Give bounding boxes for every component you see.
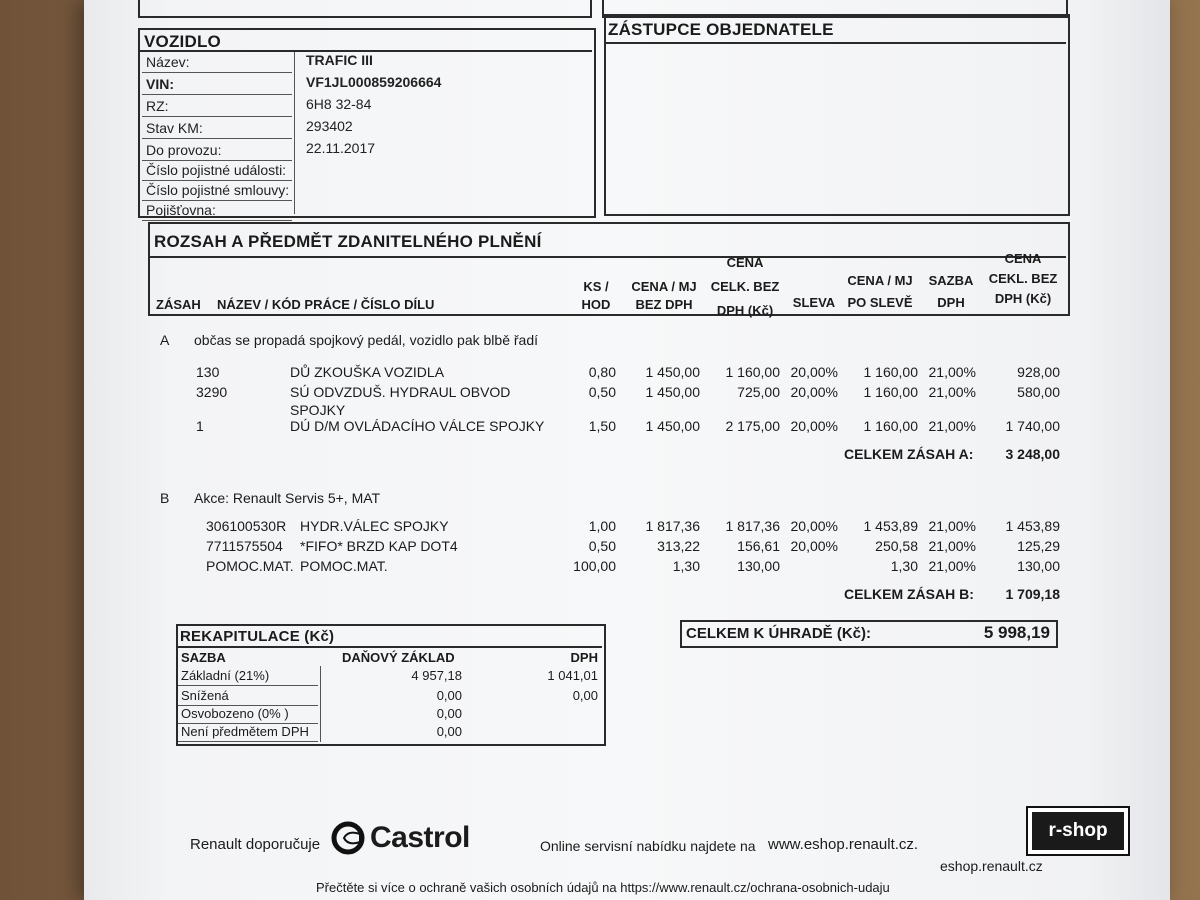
- total-due-value: 5 998,19: [983, 623, 1050, 642]
- col-header-vat-rate: SAZBA DPH: [928, 273, 974, 310]
- vehicle-row-rule: [142, 138, 292, 139]
- col-header-total: CENA CEKL. BEZ DPH (Kč): [988, 251, 1058, 306]
- item-price-after-discount: 1 160,00: [863, 418, 918, 434]
- col-header-total-no-vat: CENA CELK. BEZ DPH (Kč): [710, 255, 780, 318]
- item-total: 130,00: [1017, 558, 1060, 574]
- item-total-no-vat: 156,61: [737, 538, 780, 554]
- col-header-unit-price: CENA / MJ BEZ DPH: [631, 279, 697, 312]
- col-header-price-after: CENA / MJ PO SLEVĚ: [847, 273, 913, 310]
- item-vat-rate: 21,00%: [928, 364, 976, 380]
- representative-title-divider: [606, 42, 1066, 44]
- vehicle-label: Název:: [146, 54, 190, 70]
- recap-row-rule: [178, 685, 318, 686]
- item-vat-rate: 21,00%: [928, 384, 976, 400]
- section-code: A: [160, 332, 170, 348]
- recap-vat-value: 1 041,01: [547, 668, 598, 683]
- item-total-no-vat: 1 817,36: [725, 518, 780, 534]
- representative-title: ZÁSTUPCE OBJEDNATELE: [608, 20, 834, 39]
- item-qty: 1,50: [588, 418, 616, 434]
- item-unit-price: 1 450,00: [645, 418, 700, 434]
- item-price-after-discount: 1 160,00: [863, 364, 918, 380]
- item-name: POMOC.MAT.: [300, 558, 388, 574]
- item-discount: 20,00%: [790, 418, 838, 434]
- item-total: 928,00: [1017, 364, 1060, 380]
- castrol-icon: [330, 820, 368, 856]
- vehicle-title: VOZIDLO: [144, 32, 221, 51]
- item-vat-rate: 21,00%: [928, 418, 976, 434]
- section-subtotal-value: 1 709,18: [1005, 586, 1060, 602]
- recap-title: REKAPITULACE (Kč): [180, 628, 335, 645]
- vehicle-row-rule: [142, 180, 292, 181]
- item-code: 1: [196, 418, 204, 434]
- item-name: DŮ ZKOUŠKA VOZIDLA: [290, 364, 445, 380]
- scope-title: ROZSAH A PŘEDMĚT ZDANITELNÉHO PLNĚNÍ: [154, 232, 542, 251]
- total-due-label: CELKEM K ÚHRADĚ (Kč):: [686, 625, 871, 642]
- item-price-after-discount: 1 453,89: [863, 518, 918, 534]
- recap-header-base: DAŇOVÝ ZÁKLAD: [342, 650, 455, 665]
- section-code: B: [160, 490, 170, 506]
- item-code: POMOC.MAT.: [206, 558, 294, 574]
- top-left-box-remnant: [138, 0, 592, 18]
- recap-rate-label: Snížená: [181, 688, 229, 703]
- vehicle-value: TRAFIC III: [306, 52, 373, 68]
- vehicle-row-rule: [142, 72, 292, 73]
- footer-recommend: Renault doporučuje: [190, 836, 321, 853]
- item-name: SÚ ODVZDUŠ. HYDRAUL OBVOD: [290, 384, 511, 400]
- item-discount: 20,00%: [790, 518, 838, 534]
- section-subtotal-value: 3 248,00: [1005, 446, 1060, 462]
- item-discount: 20,00%: [790, 538, 838, 554]
- col-header-name: NÁZEV / KÓD PRÁCE / ČÍSLO DÍLU: [217, 297, 435, 312]
- section-description: občas se propadá spojkový pedál, vozidlo pak blbě řadí: [194, 332, 538, 348]
- item-unit-price: 313,22: [657, 538, 700, 554]
- vehicle-label: VIN:: [146, 76, 174, 92]
- footer-online-text: Online servisní nabídku najdete na: [540, 838, 756, 854]
- item-total-no-vat: 725,00: [737, 384, 780, 400]
- invoice-document: [84, 0, 1170, 900]
- scope-title-divider: [150, 256, 1066, 258]
- footer-eshop-link[interactable]: www.eshop.renault.cz.: [768, 836, 919, 853]
- item-unit-price: 1 450,00: [645, 384, 700, 400]
- castrol-wordmark: Castrol: [370, 821, 470, 854]
- col-header-zasah: ZÁSAH: [156, 297, 201, 312]
- vehicle-value: 6H8 32-84: [306, 96, 372, 112]
- item-qty: 0,80: [588, 364, 616, 380]
- item-vat-rate: 21,00%: [928, 538, 976, 554]
- vehicle-label: Číslo pojistné události:: [146, 162, 287, 178]
- castrol-logo: [330, 820, 470, 856]
- recap-base-value: 0,00: [436, 724, 462, 739]
- vehicle-value: 22.11.2017: [306, 140, 376, 156]
- recap-column-rule: [320, 666, 321, 742]
- section-description: Akce: Renault Servis 5+, MAT: [194, 490, 381, 506]
- recap-row-rule: [178, 741, 318, 742]
- item-code: 7711575504: [206, 538, 283, 554]
- item-code: 130: [196, 364, 220, 380]
- recap-rate-label: Základní (21%): [181, 668, 270, 683]
- item-total-no-vat: 2 175,00: [725, 418, 780, 434]
- item-unit-price: 1 450,00: [645, 364, 700, 380]
- item-name-continued: SPOJKY: [290, 402, 346, 418]
- rshop-wordmark: r-shop: [1032, 812, 1124, 850]
- item-total: 125,29: [1017, 538, 1060, 554]
- vehicle-row-rule: [142, 220, 292, 221]
- recap-base-value: 4 957,18: [411, 668, 462, 683]
- item-total: 580,00: [1017, 384, 1060, 400]
- item-name: DÚ D/M OVLÁDACÍHO VÁLCE SPOJKY: [290, 418, 545, 434]
- rshop-logo: [1026, 806, 1130, 856]
- vehicle-row-rule: [142, 200, 292, 201]
- item-total-no-vat: 1 160,00: [725, 364, 780, 380]
- item-unit-price: 1 817,36: [645, 518, 700, 534]
- vehicle-column-rule: [294, 52, 295, 214]
- item-code: 3290: [196, 384, 228, 400]
- recap-rate-label: Osvobozeno (0% ): [181, 706, 289, 721]
- vehicle-row-rule: [142, 116, 292, 117]
- item-qty: 0,50: [588, 384, 616, 400]
- section-subtotal-label: CELKEM ZÁSAH A:: [844, 446, 974, 462]
- item-total-no-vat: 130,00: [737, 558, 780, 574]
- item-qty: 100,00: [573, 558, 616, 574]
- item-discount: 20,00%: [790, 364, 838, 380]
- section-subtotal-label: CELKEM ZÁSAH B:: [844, 586, 974, 602]
- item-qty: 1,00: [588, 518, 616, 534]
- item-total: 1 453,89: [1005, 518, 1060, 534]
- recap-vat-value: 0,00: [572, 688, 598, 703]
- col-header-discount: SLEVA: [792, 295, 836, 310]
- col-header-qty: KS / HOD: [581, 279, 611, 312]
- item-code: 306100530R: [206, 518, 287, 534]
- item-qty: 0,50: [588, 538, 616, 554]
- vehicle-value: 293402: [306, 118, 353, 134]
- vehicle-label: Do provozu:: [146, 142, 222, 158]
- vehicle-label: Stav KM:: [146, 120, 203, 136]
- vehicle-label: Číslo pojistné smlouvy:: [146, 182, 290, 198]
- item-name: *FIFO* BRZD KAP DOT4: [300, 538, 458, 554]
- item-price-after-discount: 250,58: [875, 538, 918, 554]
- item-price-after-discount: 1,30: [890, 558, 918, 574]
- vehicle-row-rule: [142, 94, 292, 95]
- recap-title-divider: [178, 646, 602, 648]
- item-vat-rate: 21,00%: [928, 518, 976, 534]
- recap-header-vat: DPH: [570, 650, 598, 665]
- vehicle-value: VF1JL000859206664: [306, 74, 442, 90]
- representative-box: [604, 14, 1070, 216]
- recap-rate-label: Není předmětem DPH: [181, 724, 309, 739]
- item-discount: 20,00%: [790, 384, 838, 400]
- rshop-url[interactable]: eshop.renault.cz: [940, 858, 1043, 874]
- item-unit-price: 1,30: [672, 558, 700, 574]
- item-price-after-discount: 1 160,00: [863, 384, 918, 400]
- vehicle-row-rule: [142, 160, 292, 161]
- item-vat-rate: 21,00%: [928, 558, 976, 574]
- recap-header-rate: SAZBA: [181, 650, 226, 665]
- recap-base-value: 0,00: [436, 688, 462, 703]
- vehicle-label: Pojišťovna:: [146, 202, 216, 218]
- item-name: HYDR.VÁLEC SPOJKY: [300, 518, 449, 534]
- item-total: 1 740,00: [1005, 418, 1060, 434]
- footer-privacy-text: Přečtěte si více o ochraně vašich osobních údajů na https://www.renault.cz/ochrana-osobnich-udaju: [316, 880, 890, 895]
- recap-base-value: 0,00: [436, 706, 462, 721]
- vehicle-label: RZ:: [146, 98, 169, 114]
